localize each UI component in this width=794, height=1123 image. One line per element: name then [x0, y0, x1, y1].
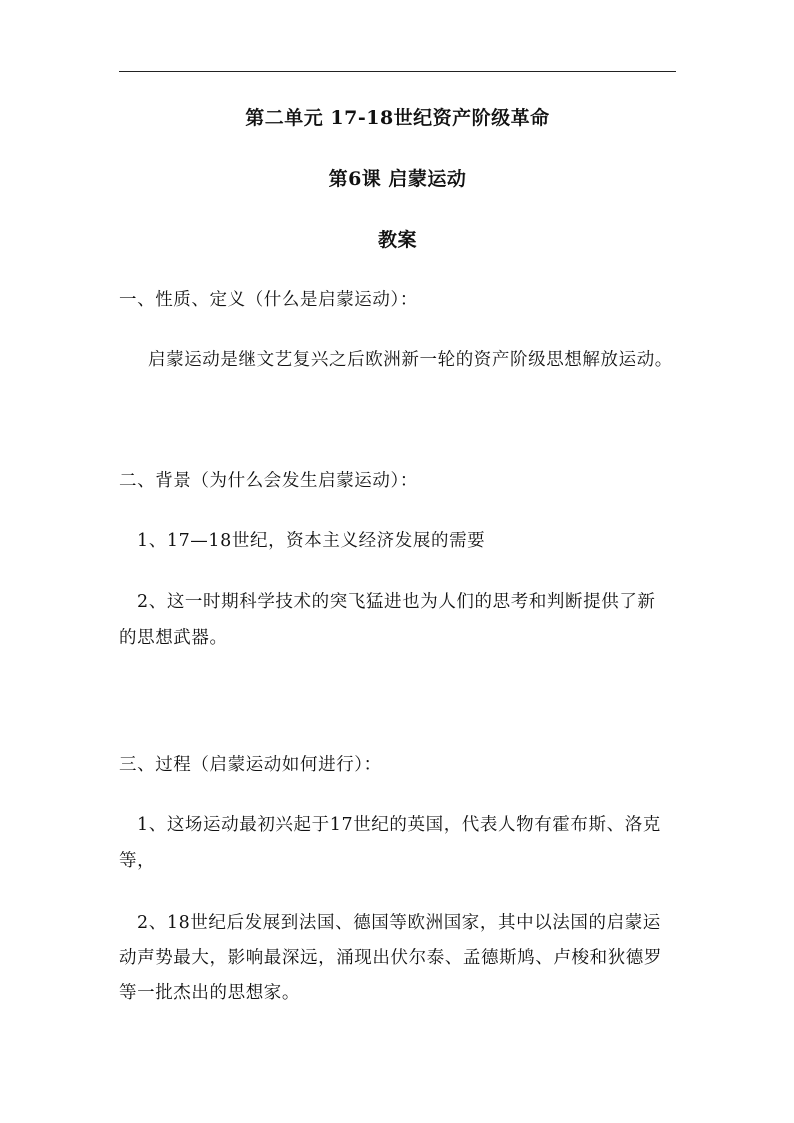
section-heading-2: 二、背景（为什么会发生启蒙运动）：: [119, 471, 418, 491]
section-3-item-2-line-3: 等一批杰出的思想家。: [119, 983, 300, 1003]
section-2-item-2-line-1: 2、这一时期科学技术的突飞猛进也为人们的思考和判断提供了新: [137, 592, 656, 612]
section-2-item-2-line-2: 的思想武器。: [119, 628, 228, 648]
section-2-item-1-line-1: 1、17—18世纪，资本主义经济发展的需要: [137, 531, 486, 551]
section-heading-1: 一、性质、定义（什么是启蒙运动）：: [119, 290, 418, 310]
doc-type-title: 教案: [377, 229, 417, 251]
section-3-item-2-line-1: 2、18世纪后发展到法国、德国等欧洲国家，其中以法国的启蒙运: [137, 913, 661, 933]
section-3-item-2: [119, 910, 662, 1006]
section-2-item-1: [137, 528, 485, 554]
header-rule: [119, 71, 676, 72]
section-1-paragraph: 启蒙运动是继文艺复兴之后欧洲新一轮的资产阶级思想解放运动。: [148, 350, 673, 370]
section-3-item-2-line-2: 动声势最大，影响最深远，涌现出伏尔泰、孟德斯鸠、卢梭和狄德罗: [119, 948, 662, 968]
section-2-item-2: [119, 589, 656, 651]
section-3-item-1-line-2: 等，: [119, 851, 156, 871]
section-3-item-1-line-1: 1、这场运动最初兴起于17世纪的英国，代表人物有霍布斯、洛克: [137, 815, 661, 835]
lesson-title: 第6课 启蒙运动: [328, 168, 467, 190]
section-3-item-1: [119, 812, 661, 874]
section-heading-3: 三、过程（启蒙运动如何进行）：: [119, 755, 382, 775]
unit-title: 第二单元 17-18世纪资产阶级革命: [245, 107, 550, 129]
